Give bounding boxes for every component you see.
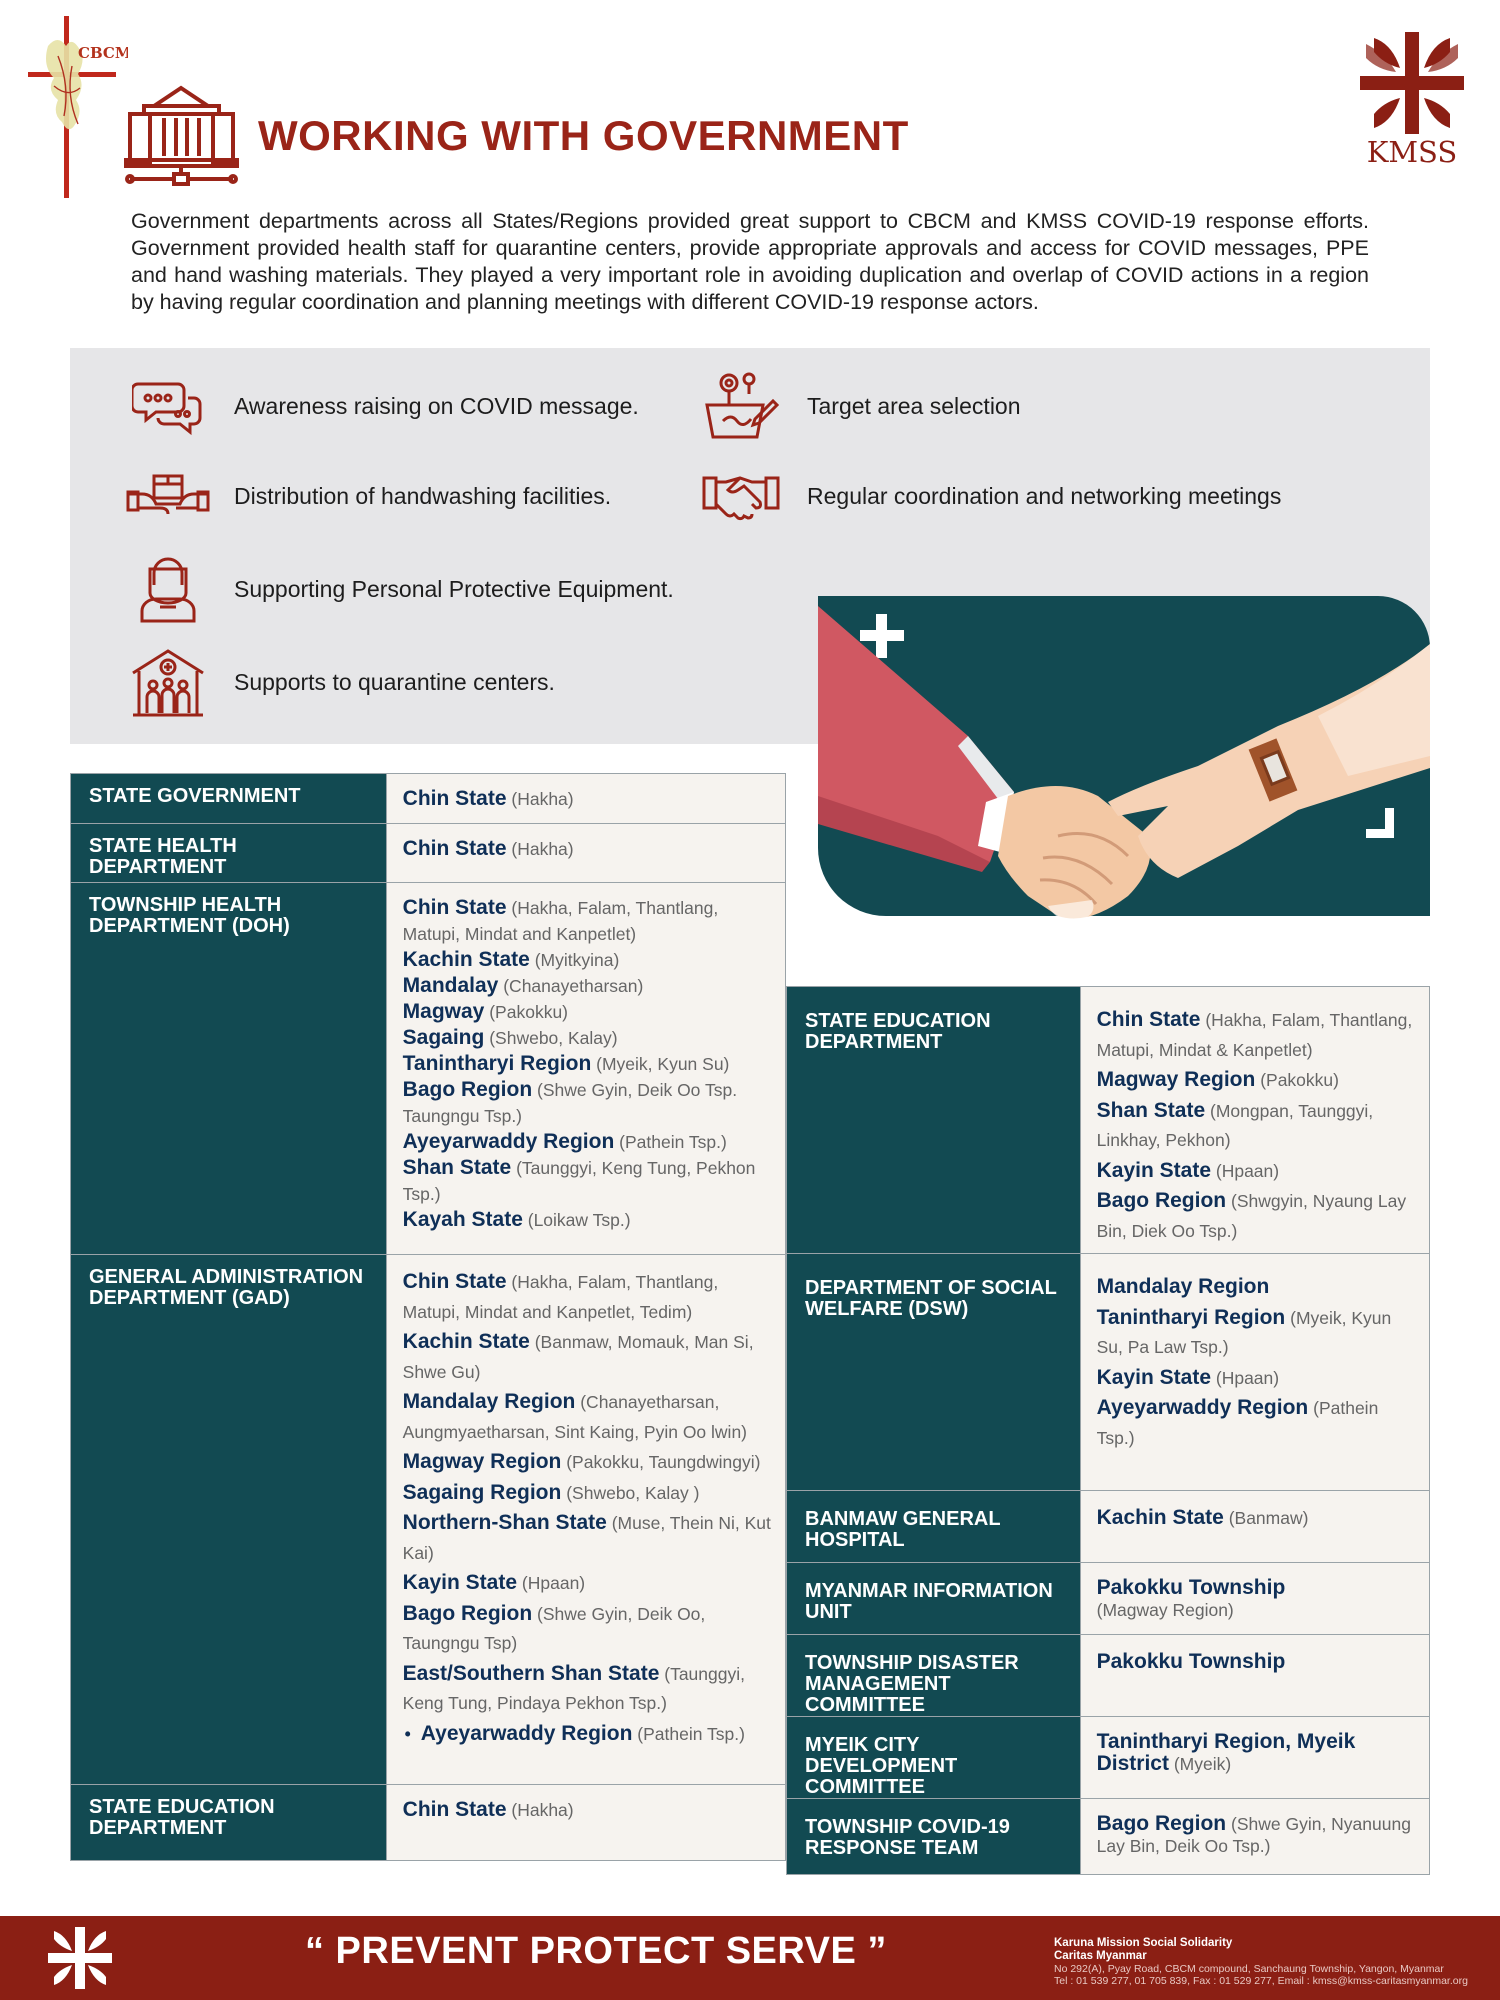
department-name: TOWNSHIP DISASTER MANAGEMENT COMMITTEE xyxy=(787,1635,1081,1717)
table-row xyxy=(787,1491,1430,1563)
table-row xyxy=(787,987,1430,1254)
table-row xyxy=(787,1717,1430,1799)
department-name: MYANMAR INFORMATION UNIT xyxy=(787,1563,1081,1635)
locations-cell xyxy=(386,1255,785,1785)
location-entry: Tanintharyi Region (Myeik, Kyun Su, Pa Law Tsp.) xyxy=(1096,1305,1392,1357)
department-name: BANMAW GENERAL HOSPITAL xyxy=(787,1491,1081,1563)
activity-label: Awareness raising on COVID message. xyxy=(234,392,639,419)
department-name: STATE EDUCATION DEPARTMENT xyxy=(787,987,1081,1254)
intro-paragraph: Government departments across all States/Regions provided great support to CBCM and KMSS COVID-19 response efforts. Government provided health staff for quarantine centers, provide appropriate approvals and access for COVID messages, PPE and hand washing materials. They played a very important role in avoiding duplication and overlap of COVID actions in a region by having regular coordination and planning meetings with different COVID-19 response actors. xyxy=(131,209,1369,314)
location-entry: Tanintharyi Region (Myeik, Kyun Su) xyxy=(402,1052,730,1075)
location-entry: Shan State (Mongpan, Taunggyi, Linkhay, Pekhon) xyxy=(1096,1098,1374,1150)
locations-cell xyxy=(386,1785,785,1861)
location-entry: Bago Region (Shwe Gyin, Deik Oo Tsp. Taungngu Tsp.) xyxy=(402,1078,738,1126)
location-entry: Bago Region (Shwe Gyin, Nyanuung Lay Bin, Deik Oo Tsp.) xyxy=(1096,1812,1411,1856)
location-entry: Bago Region (Shwe Gyin, Deik Oo, Taungngu Tsp) xyxy=(402,1601,706,1653)
location-entry: Pakokku Township (Magway Region) xyxy=(1096,1576,1286,1620)
map-pin-clipboard-icon xyxy=(693,366,789,446)
location-entry: Tanintharyi Region, Myeik District (Myeik) xyxy=(1096,1730,1356,1775)
activity-label: Regular coordination and networking meetings xyxy=(807,482,1282,509)
location-entry: Kayin State (Hpaan) xyxy=(1096,1365,1280,1389)
location-entry: Ayeyarwaddy Region (Pathein Tsp.) xyxy=(1096,1396,1379,1448)
location-entry: Magway Region (Pakokku) xyxy=(1096,1068,1339,1091)
department-name: DEPARTMENT OF SOCIAL WELFARE (DSW) xyxy=(787,1254,1081,1491)
kmss-logo xyxy=(1356,28,1468,168)
location-entry: Kayin State (Hpaan) xyxy=(1096,1158,1280,1182)
activity-label: Supporting Personal Protective Equipment. xyxy=(234,575,674,602)
location-entry: Pakokku Township xyxy=(1096,1650,1286,1673)
page-title: WORKING WITH GOVERNMENT xyxy=(258,112,909,159)
table-row xyxy=(71,824,786,883)
location-entry: Bago Region (Shwgyin, Nyaung Lay Bin, Diek Oo Tsp.) xyxy=(1096,1189,1407,1241)
location-entry: Kachin State (Banmaw, Momauk, Man Si, Shwe Gu) xyxy=(402,1330,754,1382)
location-entry: Chin State (Hakha, Falam, Thantlang, Matupi, Mindat & Kanpetlet) xyxy=(1096,1008,1413,1060)
department-name: MYEIK CITY DEVELOPMENT COMMITTEE xyxy=(787,1717,1081,1799)
table-row xyxy=(787,1635,1430,1717)
activity-handwashing xyxy=(120,456,611,536)
handshake-icon xyxy=(693,456,789,536)
face-shield-person-icon xyxy=(120,549,216,629)
table-row xyxy=(787,1799,1430,1875)
locations-cell xyxy=(1080,987,1429,1254)
location-entry: Kachin State (Myitkyina) xyxy=(402,948,620,971)
location-entry: Kachin State (Banmaw) xyxy=(1096,1506,1309,1529)
locations-cell xyxy=(1080,1799,1429,1875)
department-name: STATE HEALTH DEPARTMENT xyxy=(71,824,387,883)
handshake-illustration xyxy=(818,596,1430,996)
location-entry: Northern-Shan State (Muse, Thein Ni, Kut Kai) xyxy=(402,1511,771,1563)
location-entry: Mandalay Region (Chanayetharsan, Aungmyaetharsan, Sint Kaing, Pyin Oo lwin) xyxy=(402,1390,747,1442)
location-entry: • Ayeyarwaddy Region (Pathein Tsp.) xyxy=(403,1719,775,1750)
activity-awareness xyxy=(120,366,639,446)
table-row xyxy=(71,883,786,1255)
department-name: STATE EDUCATION DEPARTMENT xyxy=(71,1785,387,1861)
locations-cell xyxy=(1080,1254,1429,1491)
footer-slogan: “ PREVENT PROTECT SERVE ” xyxy=(305,1930,887,1972)
locations-cell xyxy=(386,883,785,1255)
org-address: No 292(A), Pyay Road, CBCM compound, Sanchaung Township, Yangon, Myanmar xyxy=(1054,1963,1444,1975)
location-entry: Mandalay Region xyxy=(1096,1275,1270,1298)
locations-cell xyxy=(1080,1491,1429,1563)
locations-cell xyxy=(386,824,785,883)
activity-label: Target area selection xyxy=(807,392,1021,419)
left-agency-table xyxy=(70,773,786,1861)
location-entry: Chin State (Hakha) xyxy=(402,787,574,810)
svg-text:KMSS: KMSS xyxy=(1366,135,1458,168)
activity-coordination xyxy=(693,456,1281,536)
location-entry: East/Southern Shan State (Taunggyi, Keng Tung, Pindaya Pekhon Tsp.) xyxy=(402,1661,745,1713)
activity-label: Distribution of handwashing facilities. xyxy=(234,482,612,509)
cbcm-logo xyxy=(28,16,128,202)
location-entry: Chin State (Hakha) xyxy=(402,1798,574,1821)
location-entry: Sagaing (Shwebo, Kalay) xyxy=(402,1026,618,1049)
department-name: TOWNSHIP COVID-19 RESPONSE TEAM xyxy=(787,1799,1081,1875)
quarantine-house-icon xyxy=(120,642,216,722)
table-row xyxy=(71,774,786,824)
org-sub: Caritas Myanmar xyxy=(1054,1950,1147,1962)
table-row xyxy=(787,1563,1430,1635)
table-row xyxy=(787,1254,1430,1491)
org-contact: Tel : 01 539 277, 01 705 839, Fax : 01 529 277, Email : kmss@kmss-caritasmyanmar.org xyxy=(1054,1975,1468,1987)
locations-cell xyxy=(386,774,785,824)
department-name: GENERAL ADMINISTRATION DEPARTMENT (GAD) xyxy=(71,1255,387,1785)
locations-cell xyxy=(1080,1635,1429,1717)
table-row xyxy=(71,1785,786,1861)
location-entry: Kayah State (Loikaw Tsp.) xyxy=(402,1208,631,1231)
location-entry: Shan State (Taunggyi, Keng Tung, Pekhon Tsp.) xyxy=(402,1156,756,1204)
location-entry: Chin State (Hakha) xyxy=(402,837,574,860)
department-name: STATE GOVERNMENT xyxy=(71,774,387,824)
footer-org-info xyxy=(1054,1937,1468,1987)
location-entry: Chin State (Hakha, Falam, Thantlang, Matupi, Mindat and Kanpetlet) xyxy=(402,896,719,944)
location-entry: Mandalay (Chanayetharsan) xyxy=(402,974,644,997)
locations-cell xyxy=(1080,1717,1429,1799)
activity-quarantine xyxy=(120,642,555,722)
department-name: TOWNSHIP HEALTH DEPARTMENT (DOH) xyxy=(71,883,387,1255)
location-entry: Ayeyarwaddy Region (Pathein Tsp.) xyxy=(402,1130,727,1153)
org-name: Karuna Mission Social Solidarity xyxy=(1054,1937,1233,1949)
hands-box-icon xyxy=(120,456,216,536)
svg-text:CBCM: CBCM xyxy=(78,44,128,62)
location-entry: Sagaing Region (Shwebo, Kalay ) xyxy=(402,1480,700,1504)
caritas-cross-logo xyxy=(44,1925,116,1991)
location-entry: Kayin State (Hpaan) xyxy=(402,1571,586,1594)
location-entry: Magway (Pakokku) xyxy=(402,1000,569,1023)
location-entry: Chin State (Hakha, Falam, Thantlang, Matupi, Mindat and Kanpetlet, Tedim) xyxy=(402,1270,719,1322)
government-building-icon xyxy=(124,84,239,186)
location-entry: Magway Region (Pakokku, Taungdwingyi) xyxy=(402,1450,761,1473)
activity-ppe xyxy=(120,549,674,629)
activity-label: Supports to quarantine centers. xyxy=(234,668,555,695)
right-agency-table xyxy=(786,986,1430,1875)
locations-cell xyxy=(1080,1563,1429,1635)
activity-target-area xyxy=(693,366,1021,446)
table-row xyxy=(71,1255,786,1785)
speech-bubbles-icon xyxy=(120,366,216,446)
